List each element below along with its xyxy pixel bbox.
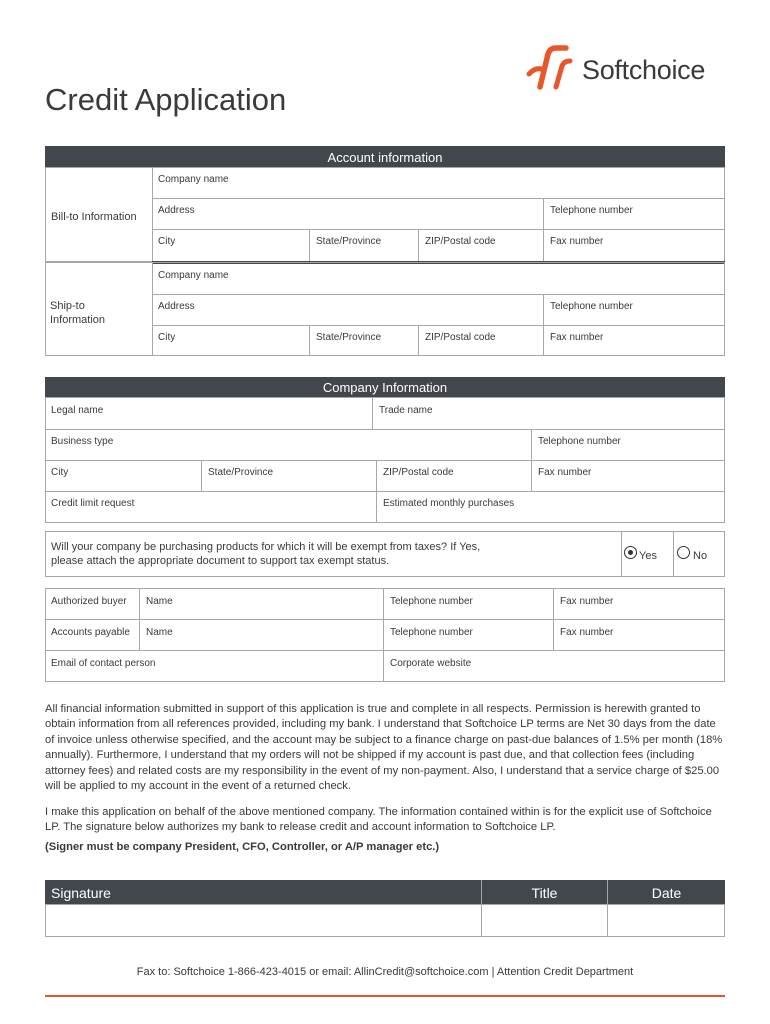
radio-selected-dot — [628, 550, 633, 555]
company-telephone-field[interactable]: Telephone number — [531, 429, 725, 460]
credit-limit-field[interactable]: Credit limit request — [51, 498, 135, 509]
bill-to-address-field[interactable]: Address — [158, 205, 195, 216]
authorized-buyer-label: Authorized buyer — [51, 596, 127, 607]
authorized-buyer-fax-field[interactable]: Fax number — [553, 589, 725, 619]
signature-field[interactable] — [46, 905, 481, 936]
company-state-field[interactable]: State/Province — [201, 460, 376, 491]
estimated-monthly-purchases-field[interactable]: Estimated monthly purchases — [376, 491, 725, 523]
bill-to-label: Bill-to Information — [51, 211, 137, 223]
ship-to-city-field[interactable]: City — [158, 332, 176, 343]
tax-yes-label: Yes — [639, 550, 657, 562]
title-header: Title — [482, 880, 607, 905]
bill-to-zip-field[interactable]: ZIP/Postal code — [418, 229, 543, 262]
title-field[interactable] — [482, 905, 607, 936]
company-info-header: Company Information — [45, 377, 725, 398]
footer-contact: Fax to: Softchoice 1-866-423-4015 or email: AllinCredit@softchoice.com | Attention Credit Department — [136, 966, 634, 978]
authorization-paragraph: I make this application on behalf of the above mentioned company. The information contained within is for the explicit use of Softchoice LP. The signature below authorizes my bank to release credit and account information to Softchoice LP. — [45, 806, 712, 834]
bill-to-fax-field[interactable]: Fax number — [543, 229, 725, 262]
bill-to-company-name-field[interactable]: Company name — [158, 174, 229, 185]
accounts-payable-telephone-field[interactable]: Telephone number — [383, 620, 553, 650]
ship-to-company-name-field[interactable]: Company name — [158, 270, 229, 281]
ship-to-fax-field[interactable]: Fax number — [543, 325, 725, 356]
accounts-payable-name-field[interactable]: Name — [139, 620, 383, 650]
bill-to-telephone-field[interactable]: Telephone number — [543, 198, 725, 229]
tax-question-line2: please attach the appropriate document to support tax exempt status. — [51, 555, 390, 567]
signature-header: Signature — [45, 880, 481, 905]
softchoice-logo — [526, 44, 726, 90]
page-title: Credit Application — [45, 82, 287, 117]
terms-paragraph: All financial information submitted in support of this application is true and complete in all respects. Permission is herewith granted to obtain information from all references provided, including my bank. I understand that Softchoice LP terms are Net 30 days from the date of invoice unless otherwise specified, and the account may be subject to a finance charge on past-due balances of 1.5% per month (18% annually). Furthermore, I understand that my orders will not be shipped if my account is past due, and that collection fees (including attorney fees) and related costs are my responsibility in the event of my non-payment. Also, I understand that a service charge of $25.00 will be applied to my account in the event of a returned check. — [45, 703, 723, 793]
account-info-header: Account information — [45, 146, 725, 168]
accounts-payable-fax-field[interactable]: Fax number — [553, 620, 725, 650]
company-city-field[interactable]: City — [51, 467, 69, 478]
company-zip-field[interactable]: ZIP/Postal code — [376, 460, 531, 491]
company-fax-field[interactable]: Fax number — [531, 460, 725, 491]
ship-to-zip-field[interactable]: ZIP/Postal code — [418, 325, 543, 356]
brand-name: Softchoice — [582, 55, 706, 85]
footer-rule — [45, 995, 725, 997]
ship-to-state-field[interactable]: State/Province — [309, 325, 418, 356]
tax-no-radio[interactable] — [677, 546, 690, 559]
authorized-buyer-name-field[interactable]: Name — [139, 589, 383, 619]
corporate-website-field[interactable]: Corporate website — [383, 651, 725, 682]
trade-name-field[interactable]: Trade name — [372, 398, 725, 429]
tax-yes-radio[interactable] — [624, 546, 637, 559]
date-header: Date — [608, 880, 725, 905]
bill-to-city-field[interactable]: City — [158, 236, 176, 247]
date-field[interactable] — [608, 905, 724, 936]
authorized-buyer-telephone-field[interactable]: Telephone number — [383, 589, 553, 619]
bill-to-state-field[interactable]: State/Province — [309, 229, 418, 262]
ship-to-address-field[interactable]: Address — [158, 301, 195, 312]
contact-email-field[interactable]: Email of contact person — [51, 658, 156, 669]
tax-no-label: No — [693, 550, 708, 562]
accounts-payable-label: Accounts payable — [51, 627, 130, 638]
ship-to-telephone-field[interactable]: Telephone number — [543, 294, 725, 325]
signer-note: (Signer must be company President, CFO, Controller, or A/P manager etc.) — [45, 841, 440, 853]
business-type-field[interactable]: Business type — [51, 436, 114, 447]
softchoice-mark-icon — [526, 44, 578, 90]
ship-to-label: Ship-to Information — [50, 300, 106, 326]
tax-question-line1: Will your company be purchasing products for which it will be exempt from taxes? If Yes, — [51, 541, 481, 553]
legal-name-field[interactable]: Legal name — [51, 405, 104, 416]
